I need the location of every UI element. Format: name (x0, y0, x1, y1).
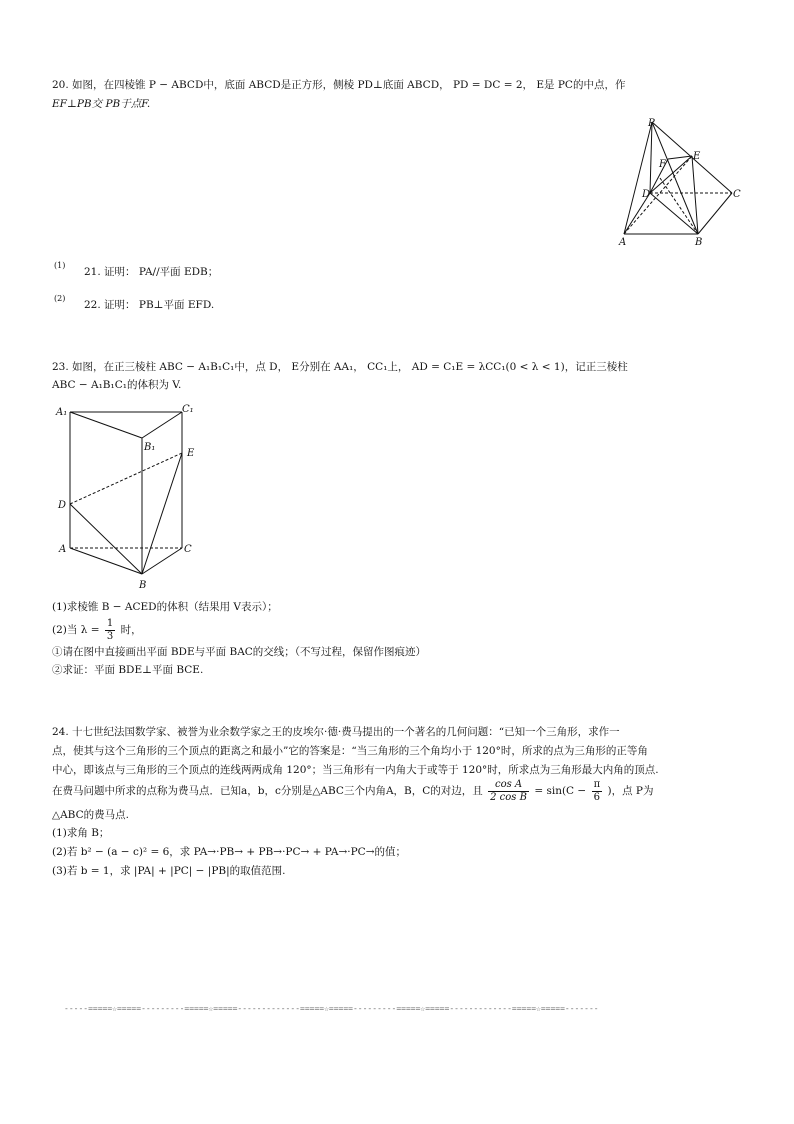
q20-stem-line1: 20. 如图，在四棱锥 P − ABCD中，底面 ABCD是正方形，侧棱 PD⊥底面 ABCD， PD = DC = 2， E是 PC的中点，作 (52, 79, 626, 91)
fig20-label-b: B (695, 237, 703, 248)
q23-part2-suffix: 时， (120, 624, 142, 636)
q24-cos-denominator: 2 cos B (490, 791, 527, 803)
fig20-label-f: F (659, 159, 666, 170)
fig23-label-a1: A₁ (56, 407, 68, 418)
q24-stem-line1: 24. 十七世纪法国数学家、被誉为业余数学家之王的皮埃尔·德·费马提出的一个著名的几何问题：“已知一个三角形，求作一 (52, 726, 620, 738)
q24-pi-denominator: 6 (593, 791, 601, 803)
fig20-label-e: E (693, 151, 701, 162)
fig20-label-a: A (619, 237, 627, 248)
q23-part2-prefix: (2)当 λ = (52, 624, 100, 636)
q23-part2-item1: ①请在图中直接画出平面 BDE与平面 BAC的交线；（不写过程，保留作图痕迹） (52, 646, 427, 658)
q24-stem-line5: △ABC的费马点. (52, 809, 129, 821)
q23-part2-item2: ②求证：平面 BDE⊥平面 BCE. (52, 664, 204, 676)
fig23-label-c1: C₁ (182, 404, 194, 415)
q23-prism-figure (52, 398, 212, 594)
q24-stem-line4 (52, 778, 654, 804)
q23-stem-line2: ABC − A₁B₁C₁的体积为 V. (52, 379, 182, 391)
q24-part2: (2)若 b² − (a − c)² = 6，求 PA→·PB→ + PB→·PC→ + PA→·PC→的值； (52, 846, 406, 858)
q24-pi-fraction (592, 779, 603, 804)
q23-stem-line1: 23. 如图，在正三棱柱 ABC − A₁B₁C₁中，点 D， E分别在 AA₁， CC₁上， AD = C₁E = λCC₁(0 < λ < 1)，记正三棱柱 (52, 361, 628, 373)
q24-part1: (1)求角 B； (52, 827, 110, 839)
fig23-label-c: C (184, 544, 192, 555)
q20-sub2-number: (2) (54, 294, 66, 303)
q23-lambda-numerator: 1 (106, 617, 114, 629)
q20-sub2: 22. 证明： PB⊥平面 EFD. (84, 299, 215, 311)
q24-line4-middle: = sin(C − (534, 785, 587, 797)
q24-cos-fraction (488, 779, 529, 804)
fig20-label-c: C (733, 189, 741, 200)
q24-line4-suffix: )，点 P为 (607, 785, 654, 797)
fig23-label-a: A (59, 544, 67, 555)
fig23-label-e: E (187, 448, 195, 459)
q24-cos-numerator: cos A (488, 779, 529, 792)
q24-stem-line2: 点，使其与这个三角形的三个顶点的距离之和最小”它的答案是：“当三角形的三个角均小于 120°时，所求的点为三角形的正等角 (52, 745, 648, 757)
fig23-label-b: B (139, 580, 147, 591)
q23-part2 (52, 617, 142, 643)
page-separator: -----=====☆=====---------=====☆=====-------------=====☆=====---------=====☆=====-------------=====☆=====------- (64, 1004, 599, 1013)
q24-part3: (3)若 b = 1，求 |PA| + |PC| − |PB|的取值范围. (52, 865, 286, 877)
fig23-label-b1: B₁ (144, 442, 156, 453)
q20-sub1-number: (1) (54, 261, 66, 270)
q24-stem-line3: 中心，即该点与三角形的三个顶点的连线两两成角 120°；当三角形有一内角大于或等于 120°时，所求点为三角形最大内角的顶点. (52, 764, 659, 776)
q23-lambda-fraction (105, 618, 115, 643)
fig23-label-d: D (58, 500, 67, 511)
q24-pi-numerator: π (593, 778, 601, 790)
q20-pyramid-figure (612, 112, 752, 252)
q20-sub1: 21. 证明： PA//平面 EDB； (84, 266, 219, 278)
q23-part1: (1)求棱锥 B − ACED的体积（结果用 V表示）； (52, 601, 278, 613)
fig20-label-d: D (642, 189, 651, 200)
q20-stem-line2: EF⊥PB交 PB于点F. (52, 98, 151, 110)
fig20-label-p: P (648, 118, 655, 129)
q24-line4-prefix: 在费马问题中所求的点称为费马点．已知a，b，c分别是△ABC三个内角A，B，C的对边，且 (52, 785, 483, 797)
q23-lambda-denominator: 3 (106, 630, 114, 642)
